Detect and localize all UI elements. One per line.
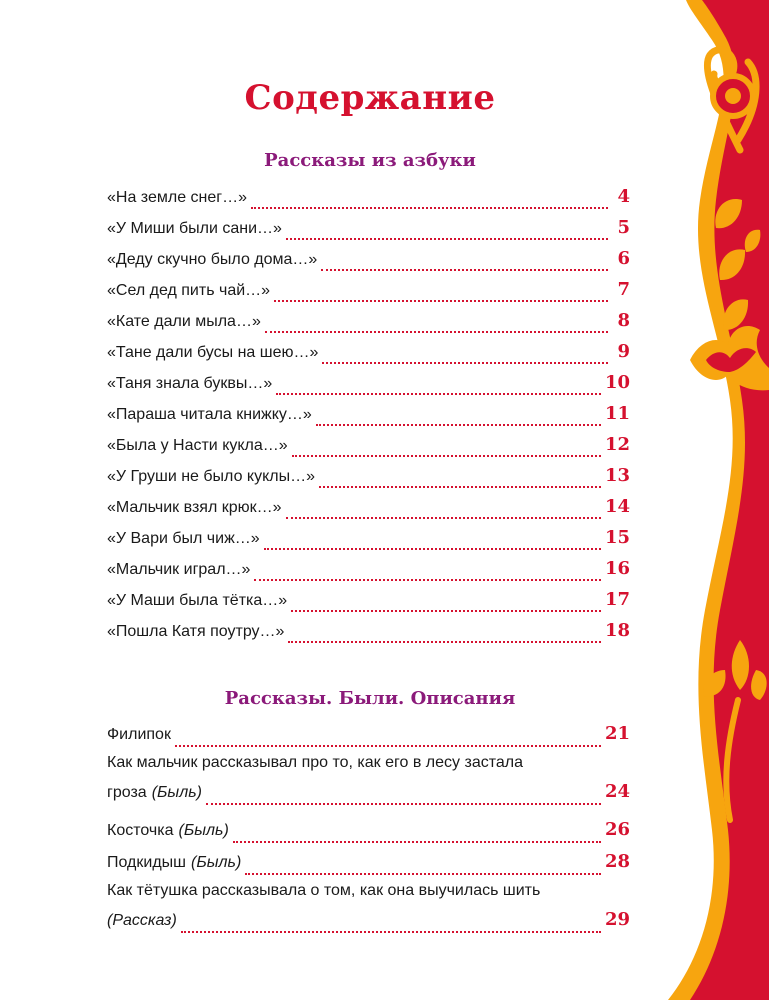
- toc-entry[interactable]: [107, 491, 630, 522]
- page-number: 5: [617, 217, 630, 238]
- toc-entry[interactable]: [107, 584, 630, 615]
- dot-leader: [264, 539, 601, 550]
- toc-entry[interactable]: [107, 181, 630, 212]
- entry-note: (Рассказ): [107, 912, 177, 929]
- toc-entry[interactable]: [107, 212, 630, 243]
- dot-leader: [254, 570, 601, 581]
- dot-leader: [292, 446, 601, 457]
- page-number: 7: [617, 279, 630, 300]
- toc-entry[interactable]: [107, 398, 630, 429]
- dot-leader: [233, 832, 601, 843]
- toc-entry[interactable]: [107, 243, 630, 274]
- dot-leader: [181, 922, 601, 933]
- entry-title: «Деду скучно было дома…»: [107, 251, 318, 268]
- page-number: 28: [604, 851, 630, 872]
- entry-title: «Тане дали бусы на шею…»: [107, 344, 319, 361]
- toc-entry[interactable]: [107, 846, 630, 878]
- entry-title: гроза: [107, 784, 147, 801]
- page-number: 13: [604, 465, 630, 486]
- entry-title: «Таня знала буквы…»: [107, 375, 273, 392]
- toc-entry[interactable]: [107, 305, 630, 336]
- entry-title: «У Маши была тётка…»: [107, 592, 288, 609]
- dot-leader: [175, 736, 601, 747]
- page-number: 17: [604, 589, 630, 610]
- page-number: 9: [617, 341, 630, 362]
- dot-leader: [319, 477, 601, 488]
- entry-title: «На земле снег…»: [107, 189, 247, 206]
- page-number: 14: [604, 496, 630, 517]
- dot-leader: [322, 353, 608, 364]
- section-title-alphabet-stories: Рассказы из азбуки: [264, 150, 476, 171]
- toc-entry-multiline[interactable]: [107, 750, 630, 808]
- toc-entry[interactable]: [107, 814, 630, 846]
- page-number: 11: [604, 403, 630, 424]
- toc-entry[interactable]: [107, 718, 630, 750]
- entry-title: «У Груши не было куклы…»: [107, 468, 316, 485]
- page-number: 24: [604, 781, 630, 802]
- entry-title: «Пошла Катя поутру…»: [107, 623, 285, 640]
- dot-leader: [316, 415, 601, 426]
- page-number: 6: [617, 248, 630, 269]
- toc-entry[interactable]: [107, 274, 630, 305]
- toc-list-section1: [107, 181, 630, 646]
- entry-note: (Быль): [191, 854, 242, 871]
- section-title-stories-descriptions: Рассказы. Были. Описания: [224, 688, 516, 709]
- toc-entry[interactable]: [107, 429, 630, 460]
- toc-entry-multiline[interactable]: [107, 878, 630, 936]
- entry-title: «Мальчик взял крюк…»: [107, 499, 282, 516]
- page-number: 16: [604, 558, 630, 579]
- entry-title: Филипок: [107, 726, 171, 743]
- entry-note: (Быль): [151, 784, 202, 801]
- entry-title: «Параша читала книжку…»: [107, 406, 312, 423]
- page-number: 21: [604, 723, 630, 744]
- page-number: 8: [617, 310, 630, 331]
- dot-leader: [206, 794, 601, 805]
- entry-title: Подкидыш: [107, 854, 186, 871]
- toc-entry[interactable]: [107, 553, 630, 584]
- entry-title: «У Миши были сани…»: [107, 220, 282, 237]
- page-number: 15: [604, 527, 630, 548]
- page-number: 4: [617, 186, 630, 207]
- entry-note: (Быль): [178, 822, 229, 839]
- toc-entry[interactable]: [107, 522, 630, 553]
- entry-title: «У Вари был чиж…»: [107, 530, 260, 547]
- page-number: 12: [604, 434, 630, 455]
- dot-leader: [291, 601, 601, 612]
- dot-leader: [274, 291, 608, 302]
- entry-title-line1: Как тётушка рассказывала о том, как она выучилась шить: [107, 882, 541, 899]
- page-number: 26: [604, 819, 630, 840]
- toc-entry[interactable]: [107, 460, 630, 491]
- toc-entry[interactable]: [107, 615, 630, 646]
- entry-title: «Кате дали мыла…»: [107, 313, 261, 330]
- entry-title: «Была у Насти кукла…»: [107, 437, 288, 454]
- dot-leader: [286, 508, 601, 519]
- toc-entry[interactable]: [107, 336, 630, 367]
- dot-leader: [251, 198, 608, 209]
- dot-leader: [276, 384, 601, 395]
- page-number: 29: [604, 909, 630, 930]
- dot-leader: [288, 632, 600, 643]
- dot-leader: [321, 260, 608, 271]
- entry-title: Косточка: [107, 822, 174, 839]
- toc-list-section2: [107, 718, 630, 942]
- dot-leader: [286, 229, 608, 240]
- entry-title: «Сел дед пить чай…»: [107, 282, 271, 299]
- page-title: Содержание: [244, 78, 496, 118]
- dot-leader: [265, 322, 608, 333]
- page-number: 10: [604, 372, 630, 393]
- dot-leader: [245, 864, 601, 875]
- page-number: 18: [604, 620, 630, 641]
- toc-entry[interactable]: [107, 367, 630, 398]
- entry-title-line1: Как мальчик рассказывал про то, как его в лесу застала: [107, 754, 523, 771]
- entry-title: «Мальчик играл…»: [107, 561, 251, 578]
